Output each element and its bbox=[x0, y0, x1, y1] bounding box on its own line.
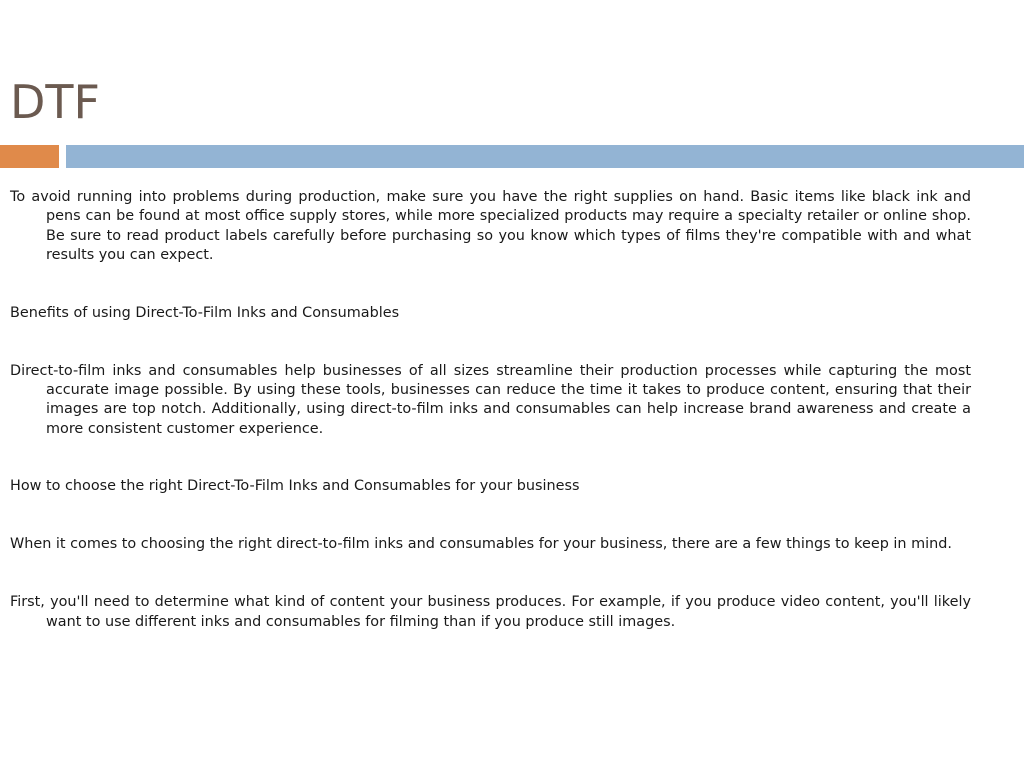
heading-benefits: Benefits of using Direct-To-Film Inks and Consumables bbox=[10, 304, 400, 321]
paragraph-benefits: Direct-to-film inks and consumables help businesses of all sizes streamline their production processes while capturing the most accurate image possible. By using these tools, businesses can reduce the time it takes to produce content, ensuring that their images are top notch. Additionally, using direct-to-film inks and consumables can help increase brand awareness and create a more consistent customer experience. bbox=[10, 362, 971, 437]
slide-title: DTF bbox=[10, 75, 100, 129]
paragraph-spacer bbox=[10, 555, 971, 594]
paragraph-spacer bbox=[10, 323, 971, 362]
heading-how-to-choose: How to choose the right Direct-To-Film Inks and Consumables for your business bbox=[10, 478, 580, 495]
paragraph-content-type: First, you'll need to determine what kind of content your business produces. For example, if you produce video content, you'll likely want to use different inks and consumables for filming than if you produce still images. bbox=[10, 594, 971, 630]
paragraph-spacer bbox=[10, 497, 971, 536]
paragraph-spacer bbox=[10, 439, 971, 478]
title-accent-bar-blue bbox=[66, 145, 1024, 168]
slide-body bbox=[10, 188, 971, 632]
title-accent-bar-orange bbox=[0, 145, 59, 168]
paragraph-spacer bbox=[10, 265, 971, 304]
paragraph-supplies: To avoid running into problems during production, make sure you have the right supplies on hand. Basic items like black ink and pens can be found at most office supply stores, while more specialized products may require a specialty retailer or online shop. Be sure to read product labels carefully before purchasing so you know which types of films they're compatible with and what results you can expect. bbox=[10, 189, 971, 263]
paragraph-considerations: When it comes to choosing the right direct-to-film inks and consumables for your business, there are a few things to keep in mind. bbox=[10, 536, 952, 553]
